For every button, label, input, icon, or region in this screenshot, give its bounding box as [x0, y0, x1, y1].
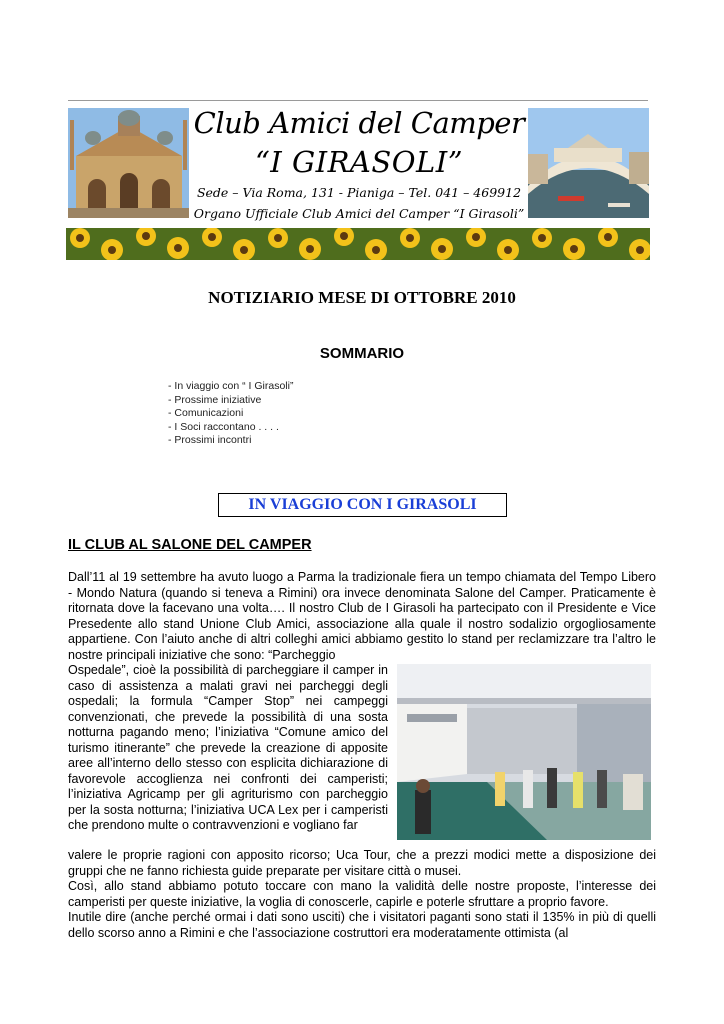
masthead — [190, 104, 528, 224]
article-paragraph: valere le proprie ragioni con apposito ricorso; Uca Tour, che a prezzi modici mette a disposizione dei gruppi che ne fanno richiesta guide preparate per visitare città o musei. — [68, 848, 656, 878]
rialto-bridge-photo — [528, 108, 649, 218]
club-organ: Organo Ufficiale Club Amici del Camper “I Girasoli” — [193, 206, 525, 221]
article-paragraph: Ospedale”, cioè la possibilità di parcheggiare il camper in caso di assistenza a malati gravi nei parcheggi degli ospedali; la formula “Camper Stop” nei campeggi convenzionati, che prevede la possibilità di una sosta notturna pagando meno; l’iniziativa “Comune amico del turismo itinerante” che prevede la creazione di apposite aree all’interno dello stesso con esplicita dichiarazione di favorevole accoglienza nei confronti dei camperisti; l’iniziativa Agricamp per gli agriturismo con parcheggio per la sosta notturna; l’iniziativa UCA Lex per i camperisti che prendono multe o contravvenzioni e vogliano far — [68, 663, 388, 832]
summary-item: - I Soci raccontano . . . . — [168, 420, 279, 433]
article-paragraph: Inutile dire (anche perché ormai i dati sono usciti) che i visitatori paganti sono stati il 135% in più di quelli dello scorso anno a Rimini e che l’associazione costruttori era moderatamente ottimista (al — [68, 910, 656, 940]
header-rule — [68, 100, 648, 101]
article-paragraph: Dall’11 al 19 settembre ha avuto luogo a Parma la tradizionale fiera un tempo chiamata del Tempo Libero - Mondo Natura (quando si teneva a Rimini) ora invece denominata Salone del Camper. Praticamente è ritornata dove la facevano una volta…. Il nostro Club de I Girasoli ha partecipato con il Presidente e Vice Presedente allo stand Unione Club Amici, associazione alla quale il nostro sodalizio orgogliosamente appartiene. Con l’aiuto anche di altri colleghi amici abbiamo gestito lo stand per reclamizzare tra l’altro le nostre principali iniziative che sono: “Parcheggio — [68, 570, 656, 662]
basilica-photo — [68, 108, 189, 218]
summary-item: - Comunicazioni — [168, 407, 244, 419]
summary-item: - Prossime iniziative — [168, 393, 262, 406]
fair-photo — [397, 664, 651, 840]
summary-heading: SOMMARIO — [319, 345, 405, 362]
club-subtitle: “I GIRASOLI” — [254, 145, 464, 179]
summary-item: - Prossimi incontri — [168, 434, 252, 446]
sunflower-banner — [66, 228, 650, 260]
summary-item: - In viaggio con “ I Girasoli” — [168, 380, 294, 392]
club-address: Sede – Via Roma, 131 - Pianiga – Tel. 041 – 469912 — [196, 185, 522, 200]
newsletter-title: NOTIZIARIO MESE DI OTTOBRE 2010 — [208, 288, 516, 307]
section-heading: IN VIAGGIO CON I GIRASOLI — [218, 493, 507, 517]
article-title: IL CLUB AL SALONE DEL CAMPER — [68, 537, 312, 553]
summary-list — [168, 380, 293, 448]
club-title: Club Amici del Camper — [193, 106, 525, 140]
article-paragraph: Così, allo stand abbiamo potuto toccare con mano la validità delle nostre proposte, l’interesse dei camperisti per queste iniziative, la voglia di conoscerle, capirle e poterle sfruttare a proprio favore. — [68, 879, 656, 909]
